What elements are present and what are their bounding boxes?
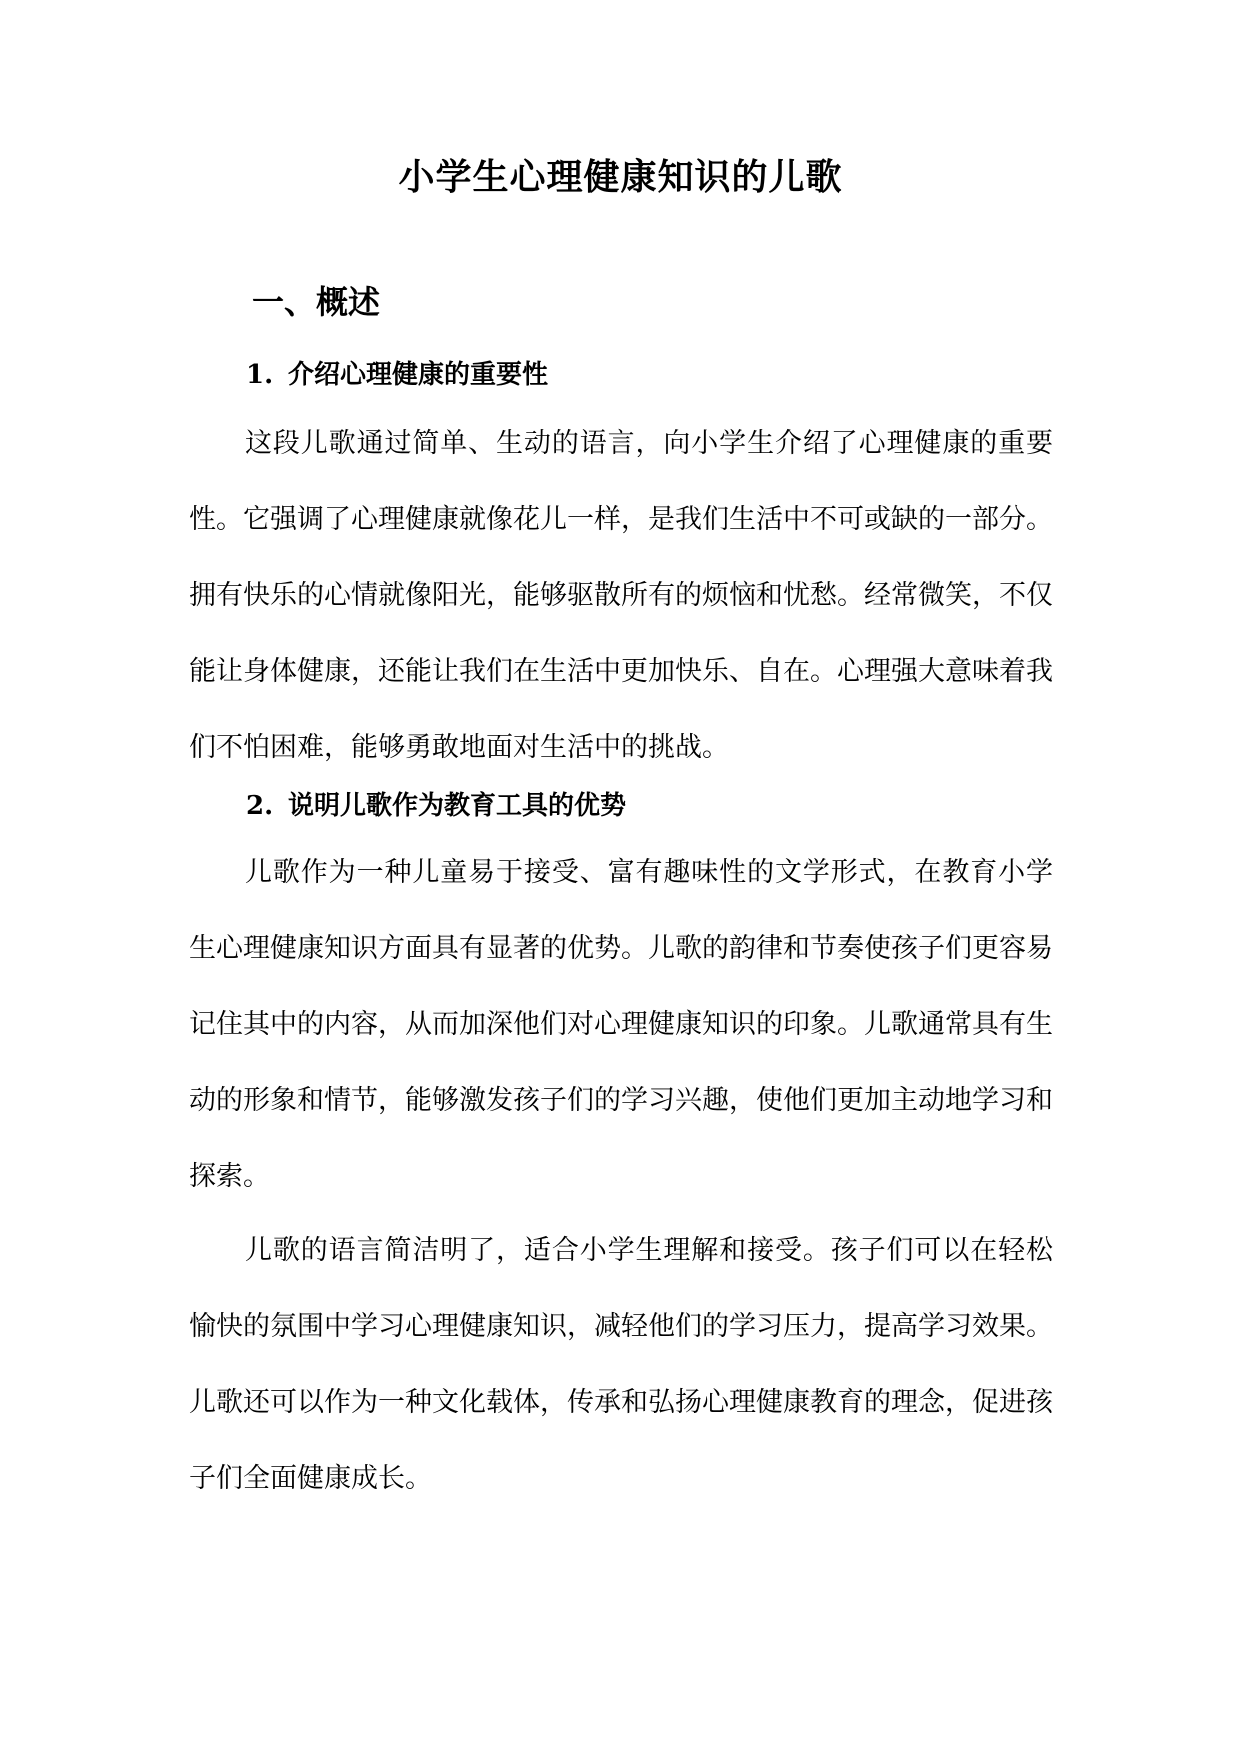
subsection-number: 2.	[246, 791, 274, 821]
subsection-title: 介绍心理健康的重要性	[288, 360, 549, 390]
section-heading-overview: 一、概述	[252, 283, 381, 321]
document-title: 小学生心理健康知识的儿歌	[398, 156, 843, 198]
subsection-heading-1	[246, 355, 548, 395]
subsection-title: 说明儿歌作为教育工具的优势	[288, 791, 627, 821]
body-paragraph: 儿歌作为一种儿童易于接受、富有趣味性的文学形式，在教育小学生心理健康知识方面具有显著的优势。儿歌的韵律和节奏使孩子们更容易记住其中的内容，从而加深他们对心理健康知识的印象。儿歌通常具有生动的形象和情节，能够激发孩子们的学习兴趣，使他们更加主动地学习和探索。	[189, 857, 1053, 1192]
subsection-heading-2	[246, 786, 626, 826]
body-paragraph: 儿歌的语言简洁明了，适合小学生理解和接受。孩子们可以在轻松愉快的氛围中学习心理健康知识，减轻他们的学习压力，提高学习效果。儿歌还可以作为一种文化载体，传承和弘扬心理健康教育的理念，促进孩子们全面健康成长。	[189, 1235, 1053, 1494]
body-paragraph: 这段儿歌通过简单、生动的语言，向小学生介绍了心理健康的重要性。它强调了心理健康就像花儿一样，是我们生活中不可或缺的一部分。拥有快乐的心情就像阳光，能够驱散所有的烦恼和忧愁。经常微笑，不仅能让身体健康，还能让我们在生活中更加快乐、自在。心理强大意味着我们不怕困难，能够勇敢地面对生活中的挑战。	[189, 428, 1053, 763]
subsection-number: 1.	[246, 360, 274, 390]
